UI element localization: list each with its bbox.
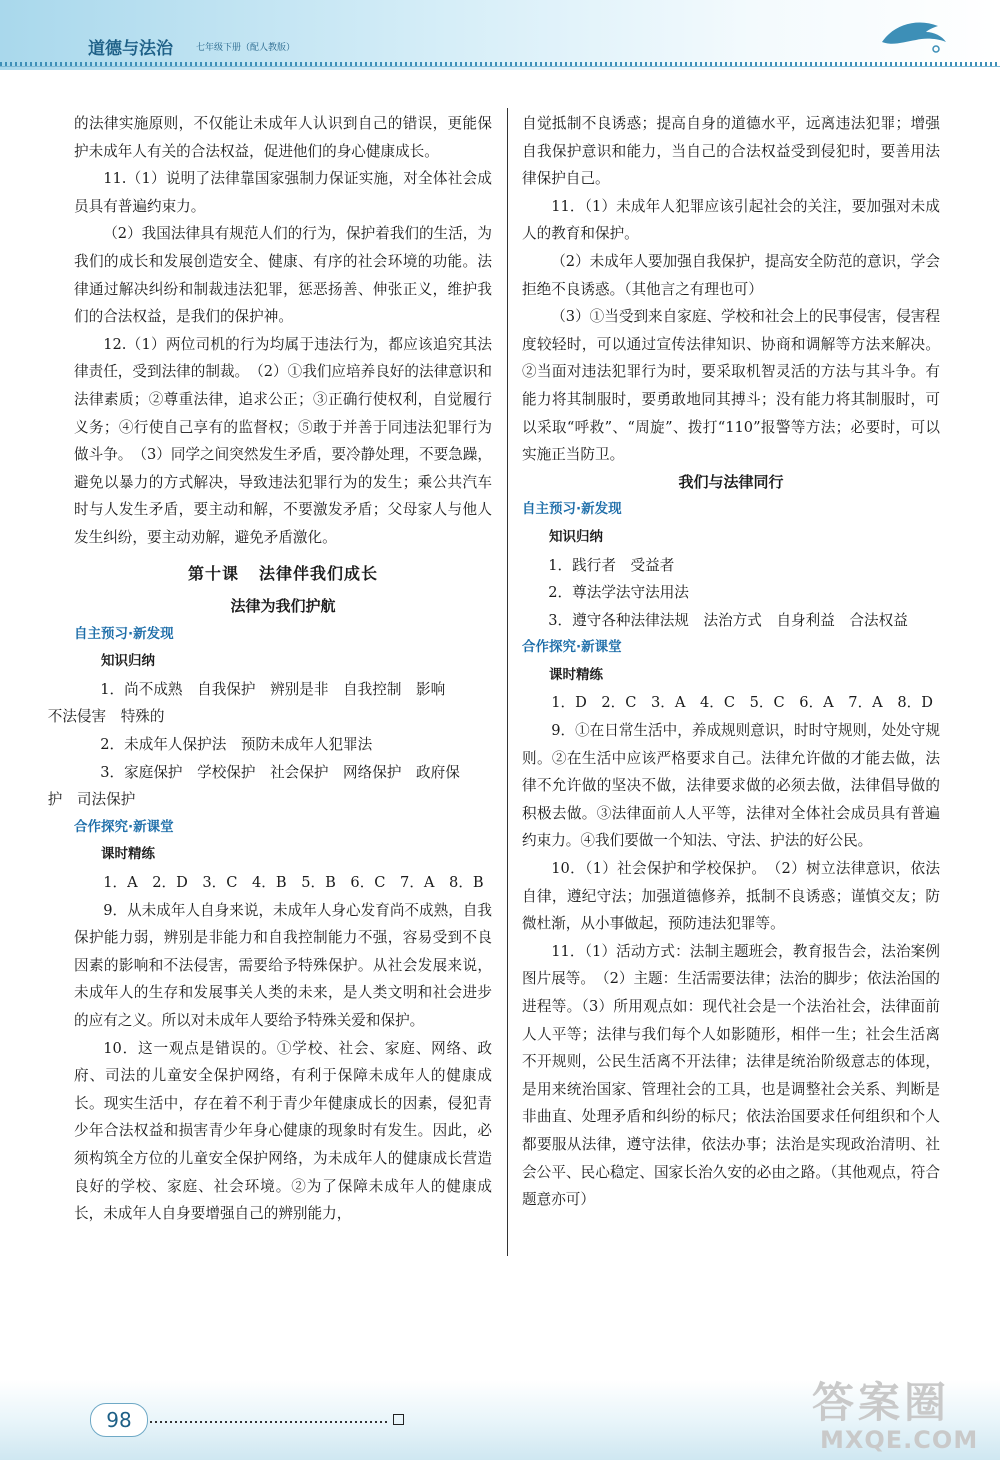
answer-q10-2: 10．（1）社会保护和学校保护。 （2）树立法律意识，依法自律，遵纪守法；加强道德修养，抵制不良诱惑；谨慎交友；防微杜渐，从小事做起，预防违法犯罪等。 (522, 860, 940, 933)
right-q11-2: （2）未成年人要加强自我保护，提高安全防范的意识，学会拒绝不良诱惑。（其他言之有理也可） (522, 252, 940, 298)
knowledge-item-3b: 3．遵守各种法律法规 法治方式 自身利益 合法权益 (548, 611, 908, 629)
knowledge-heading-2: 知识归纳 (549, 528, 603, 545)
footer-dotted-rule (150, 1421, 390, 1423)
answer-q11-2: 11．（1）活动方式：法制主题班会，教育报告会，法治案例图片展等。 （2）主题：生活需要法律；法治的脚步；依法治国的进程等。（3）所用观点如：现代社会是一个法治社会，法律面前人人平等；法律与我们每个人如影随形，相伴一生；社会生活离不开规则，公民生活离不开法律；法律是统治阶级意志的体现，是用来统治国家、管理社会的工具，也是调整社会关系、判断是非曲直、处理矛盾和纠纷的标尺；依法治国要求任何组织和个人都要服从法律，遵守法律，依法办事；法治是实现政治清明、社会公平、民心稳定、国家长治久安的必由之路。（其他观点，符合题意亦可） (522, 942, 940, 1209)
page-number: 98 (90, 1403, 148, 1437)
right-q11-3: （3）①当受到来自家庭、学校和社会上的民事侵害，侵害程度较轻时，可以通过宣传法律知识、协商和调解等方法来解决。②当面对违法犯罪行为时，要采取机智灵活的方法与其斗争。有能力将其制服时，要勇敢地同其搏斗；没有能力将其制服时，可以采取“呼救”、“周旋”、拨打“110”报警等方法；必要时，可以实施正当防卫。 (522, 308, 940, 464)
page-header (0, 0, 1000, 70)
left-column (47, 110, 492, 1228)
preview-heading: 自主预习·新发现 (74, 625, 174, 642)
book-grade: 七年级下册（配人教版） (196, 43, 296, 53)
left-q11-2: （2）我国法律具有规范人们的行为，保护着我们的生活，为我们的成长和发展创造安全、健康、有序的社会环境的功能。法律通过解决纠纷和制裁违法犯罪，惩恶扬善、伸张正义，维护我们的合法权益，是我们的保护神。 (74, 225, 492, 326)
watermark-brand: 答案圈 (811, 1378, 950, 1427)
right-paragraph-1: 自觉抵制不良诱惑；提高自身的道德水平，远离违法犯罪；增强自我保护意识和能力，当自己的合法权益受到侵犯时，要善用法律保护自己。 (522, 115, 940, 188)
lesson-number: 第十课 (187, 563, 239, 583)
right-q11-1: 11．（1）未成年人犯罪应该引起社会的关注，要加强对未成人的教育和保护。 (522, 197, 940, 243)
knowledge-item-3 (47, 759, 492, 814)
answer-q10: 10．这一观点是错误的。①学校、社会、家庭、网络、政府、司法的儿童安全保护网络，有利于保障未成年人的健康成长。现实生活中，存在着不利于青少年健康成长的因素，侵犯青少年合法权益和损害青少年身心健康的现象时有发生。因此，必须构筑全方位的儿童安全保护网络，为未成年人的健康成长营造良好的学校、家庭、社会环境。②为了保障未成年人的健康成长，未成年人自身要增强自己的辨别能力， (74, 1039, 492, 1223)
choice-answers: 1．A 2．D 3．C 4．B 5．B 6．C 7．A 8．B (103, 874, 484, 892)
explore-heading: 合作探究·新课堂 (74, 818, 174, 835)
knowledge-item-1-text: 1．尚不成熟 自我保护 辨别是非 自我控制 影响 (100, 680, 446, 698)
dolphin-icon (880, 14, 950, 54)
knowledge-item-1 (47, 676, 492, 731)
left-q11-1: 11.（1）说明了法律靠国家强制力保证实施，对全体社会成员具有普遍约束力。 (74, 170, 492, 215)
watermark-url: MXQE.COM (820, 1426, 979, 1454)
knowledge-heading: 知识归纳 (101, 653, 155, 670)
preview-heading-2: 自主预习·新发现 (522, 501, 622, 518)
section-title-2: 我们与法律同行 (678, 472, 784, 491)
explore-heading-2: 合作探究·新课堂 (522, 639, 622, 656)
header-rule-line (0, 66, 1000, 67)
left-paragraph-1: 的法律实施原则，不仅能让未成年人认识到自己的错误，更能保护未成年人有关的合法权益，促进他们的身心健康成长。 (74, 115, 492, 160)
left-q12: 12.（1）两位司机的行为均属于违法行为，都应该追究其法律责任，受到法律的制裁。 （2）①我们应培养良好的法律意识和法律素质；②尊重法律，追求公正；③正确行使权利，自觉履行义务；④行使自己享有的监督权；⑤敢于并善于同违法犯罪行为做斗争。 （3）同学之间突然发生矛盾，要冷静处理，不要急躁，避免以暴力的方式解决，导致违法犯罪行为的发生；乘公共汽车时与人发生矛盾，要主动和解，不要激发矛盾；父母家人与他人发生纠纷，要主动劝解，避免矛盾激化。 (74, 335, 492, 546)
choice-answers-2: 1．D 2．C 3．A 4．C 5．C 6．A 7．A 8．D (551, 694, 933, 712)
knowledge-item-3-text: 3．家庭保护 学校保护 社会保护 网络保护 政府保 (100, 763, 460, 781)
watermark (770, 1370, 992, 1456)
knowledge-item-2: 2．未成年人保护法 预防未成年人犯罪法 (100, 736, 373, 754)
answer-q9-2: 9．①在日常生活中，养成规则意识，时时守规则，处处守规则。②在生活中应该严格要求自己。法律允许做的才能去做，法律不允许做的坚决不做，法律要求做的必须去做，法律倡导做的积极去做。③法律面前人人平等，法律对全体社会成员具有普遍约束力。④我们要做一个知法、守法、护法的好公民。 (522, 722, 940, 850)
lesson-name: 法律伴我们成长 (259, 563, 379, 583)
section-title: 法律为我们护航 (230, 597, 336, 616)
right-column (522, 110, 940, 1214)
practice-heading: 课时精练 (101, 846, 155, 863)
knowledge-item-2b: 2．尊法学法守法用法 (548, 584, 689, 602)
lesson-title (74, 560, 492, 588)
practice-heading-2: 课时精练 (549, 666, 603, 683)
end-marker (393, 1414, 404, 1425)
answer-q9: 9．从未成年人自身来说，未成年人身心发育尚不成熟，自我保护能力弱，辨别是非能力和自我控制能力不强，容易受到不良因素的影响和不法侵害，需要给予特殊保护。从社会发展来说，未成年人的生存和发展事关人类的未来，是人类文明和社会进步的应有之义。所以对未成年人要给予特殊关爱和保护。 (74, 901, 492, 1029)
knowledge-item-3-cont: 护 司法保护 (47, 791, 136, 809)
knowledge-item-1-cont: 不法侵害 特殊的 (47, 708, 165, 726)
knowledge-item-1b: 1．践行者 受益者 (548, 556, 675, 574)
book-title: 道德与法治 (88, 39, 173, 59)
column-divider (507, 108, 508, 1256)
